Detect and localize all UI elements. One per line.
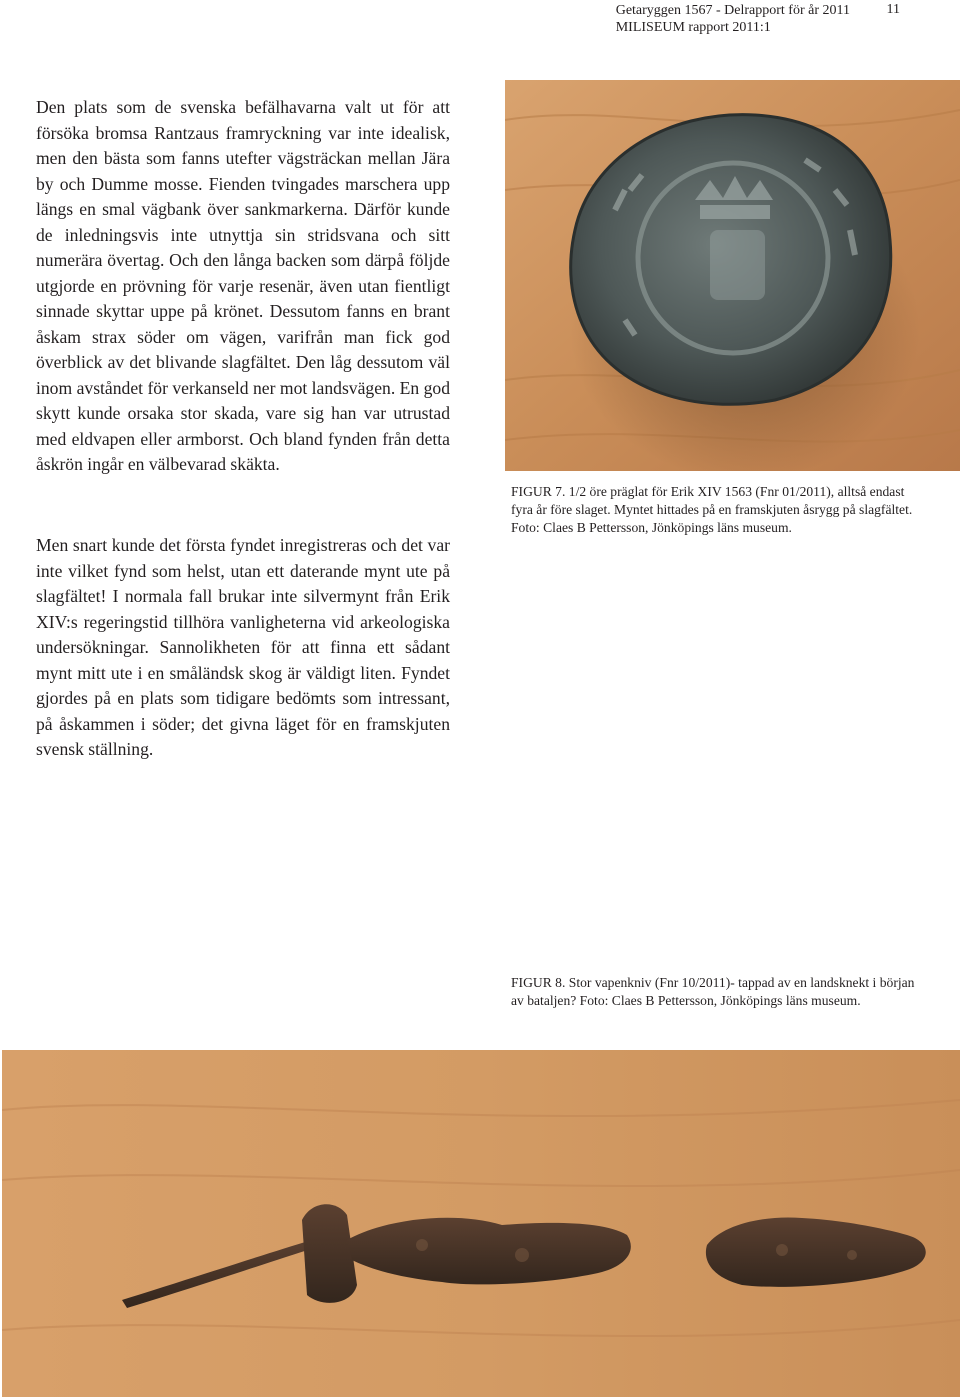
figure-8-caption: FIGUR 8. Stor vapenkniv (Fnr 10/2011)- tappad av en landsknekt i början av bataljen? Foto: Claes B Pettersson, Jönköpings läns museum. bbox=[511, 975, 915, 1008]
body-paragraph-1: Den plats som de svenska befälhavarna valt ut för att försöka bromsa Rantzaus framryckning var inte idealisk, men den bästa som fanns utefter vägsträckan mellan Jära by och Dumme mosse. Fienden tvingades marschera upp längs en smal vägbank över sankmarkerna. Därför kunde de inledningsvis inte utnyttja sin stridsvana och sitt numerära övertag. Och den långa backen som därpå följde utgjorde en prövning för varje resenär, även utan fientligt sinnade skyttar uppe på krönet. Dessutom fanns en brant åskam strax söder om vägen, varifrån man fick god överblick av det blivande slagfältet. Den låg dessutom väl inom avståndet för verkanseld ner mot landsvägen. En god skytt kunde orsaka stor skada, vare sig han var utrustad med eldvapen eller armborst. Och bland fynden från detta åskrön ingår en välbevarad skäkta. bbox=[36, 97, 450, 474]
running-head-title: Getaryggen 1567 - Delrapport för år 2011 bbox=[615, 3, 850, 18]
coin-photo bbox=[505, 80, 960, 471]
running-head-series: MILISEUM rapport 2011:1 bbox=[615, 20, 771, 35]
page-header bbox=[530, 0, 930, 40]
coin-photo-image bbox=[505, 80, 960, 471]
knife-photo bbox=[2, 1050, 960, 1397]
running-head bbox=[616, 2, 850, 36]
figure-7-caption: FIGUR 7. 1/2 öre präglat för Erik XIV 1563 (Fnr 01/2011), alltså endast fyra år före slaget. Myntet hittades på en framskjuten åsrygg på slagfältet. Foto: Claes B Pettersson, Jönköpings läns museum. bbox=[511, 484, 913, 535]
body-paragraph-2: Men snart kunde det första fyndet inregistreras och det var inte vilket fynd som helst, utan ett daterande mynt ute på slagfältet! I normala fall brukar inte silvermynt från Erik XIV:s regeringstid tillhöra vanligheterna vid arkeologiska undersökningar. Sannolikheten för att finna ett sådant mynt mitt ute i en småländsk skog är väldigt liten. Fyndet gjordes på en plats som tidigare bedömts som intressant, på åskammen i söder; det givna läget för en framskjuten svensk ställning. bbox=[36, 535, 450, 759]
page-number: 11 bbox=[886, 2, 900, 17]
knife-photo-image bbox=[2, 1050, 960, 1397]
